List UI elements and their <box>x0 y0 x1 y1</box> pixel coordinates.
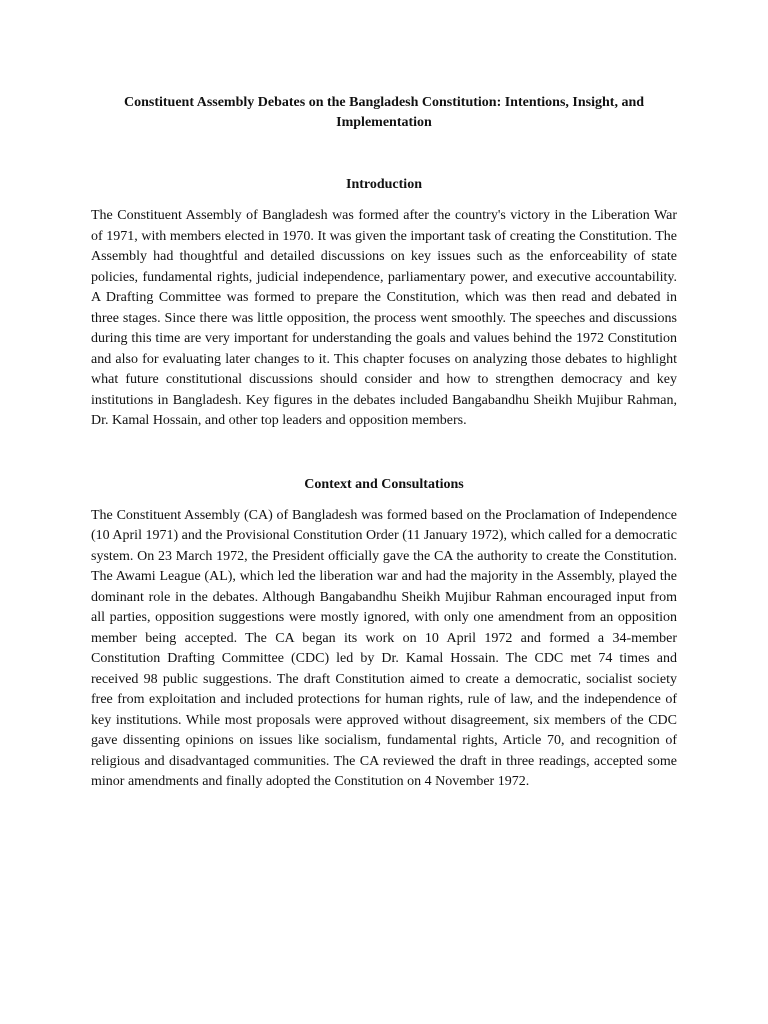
context-consultations-section <box>91 475 677 793</box>
introduction-section <box>91 175 677 432</box>
document-title: Constituent Assembly Debates on the Bangladesh Constitution: Intentions, Insight, and Implementation <box>123 95 645 130</box>
introduction-paragraph: The Constituent Assembly of Bangladesh was formed after the country's victory in the Liberation War of 1971, with members elected in 1970. It was given the important task of creating the Constitution. The Assembly had thoughtful and detailed discussions on key issues such as the enforceability of state policies, fundamental rights, judicial independence, parliamentary power, and executive accountability. A Drafting Committee was formed to prepare the Constitution, which was then read and debated in three stages. Since there was little opposition, the process went smoothly. The speeches and discussions during this time are very important for understanding the goals and values behind the 1972 Constitution and also for evaluating later changes to it. This chapter focuses on analyzing those debates to highlight what future constitutional discussions should consider and how to strengthen democracy and key institutions in Bangladesh. Key figures in the debates included Bangabandhu Sheikh Mujibur Rahman, Dr. Kamal Hossain, and other top leaders and opposition members. <box>91 208 677 428</box>
introduction-heading: Introduction <box>346 177 422 192</box>
context-consultations-heading: Context and Consultations <box>304 476 464 492</box>
context-consultations-paragraph: The Constituent Assembly (CA) of Bangladesh was formed based on the Proclamation of Independence (10 April 1971) and the Provisional Constitution Order (11 January 1972), which called for a democratic system. On 23 March 1972, the President officially gave the CA the authority to create the Constitution. The Awami League (AL), which led the liberation war and had the majority in the Assembly, played the dominant role in the debates. Although Bangabandhu Sheikh Mujibur Rahman encouraged input from all parties, opposition suggestions were mostly ignored, with only one amendment from an opposition member being accepted. The CA began its work on 10 April 1972 and formed a 34-member Constitution Drafting Committee (CDC) led by Dr. Kamal Hossain. The CDC met 74 times and received 98 public suggestions. The draft Constitution aimed to create a democratic, socialist society free from exploitation and included protections for human rights, rule of law, and the independence of key institutions. While most proposals were approved without disagreement, six members of the CDC gave dissenting opinions on issues like socialism, fundamental rights, Article 70, and recognition of religious and disadvantaged communities. The CA reviewed the draft in three readings, accepted some minor amendments and finally adopted the Constitution on 4 November 1972. <box>91 507 677 789</box>
